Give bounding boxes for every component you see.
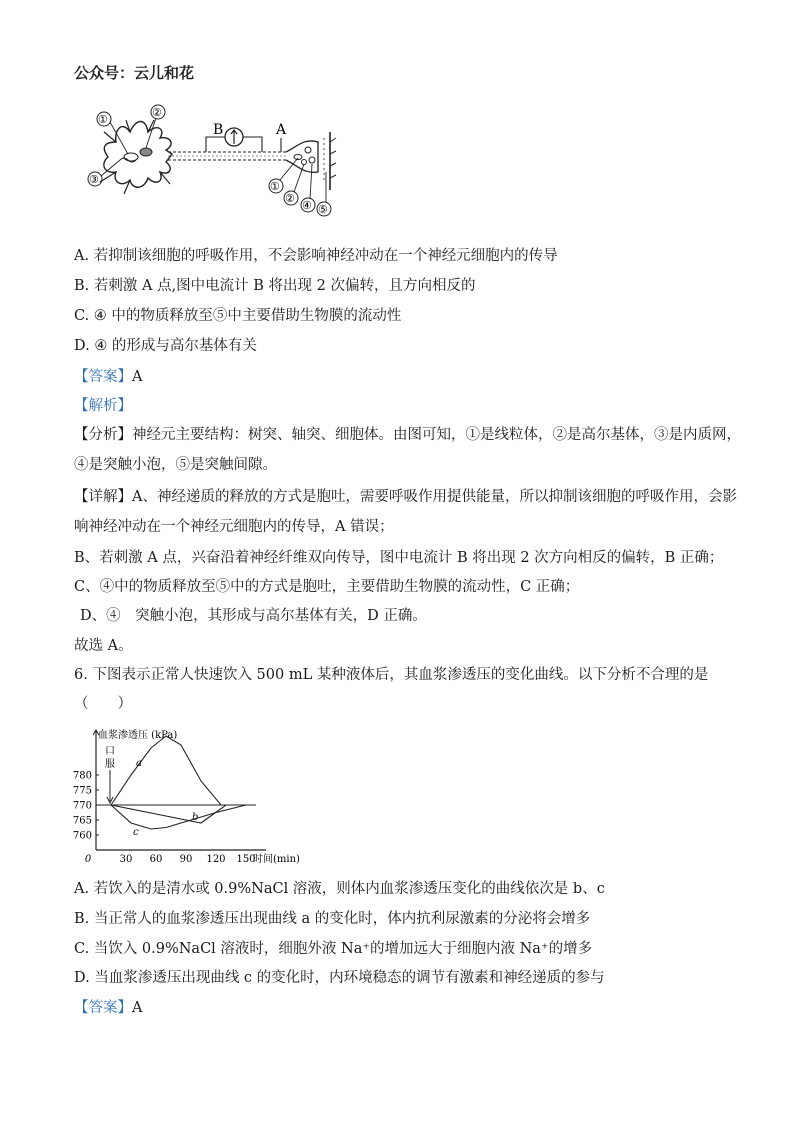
label-left-3: ③ bbox=[89, 173, 99, 186]
q6-option-b: B. 当正常人的血浆渗透压出现曲线 a 的变化时，体内抗利尿激素的分泌将会增多 bbox=[74, 911, 591, 927]
annotation-kou: 口 bbox=[105, 746, 115, 757]
neuron-diagram bbox=[86, 102, 356, 217]
x-tick-label-4: 120 bbox=[206, 854, 226, 864]
x-tick-label-1: 30 bbox=[119, 854, 133, 864]
y-tick-label-2: 770 bbox=[72, 800, 92, 812]
label-right-5: ⑤ bbox=[318, 203, 328, 216]
x-axis-label: 时间(min) bbox=[253, 854, 300, 864]
q6-option-d: D. 当血浆渗透压出现曲线 c 的变化时，内环境稳态的调节有激素和神经递质的参与 bbox=[74, 970, 605, 986]
q5-fenxi-line2: ④是突触小泡，⑤是突触间隙。 bbox=[74, 457, 277, 473]
label-right-1: ① bbox=[270, 180, 280, 193]
q5-option-a: A. 若抑制该细胞的呼吸作用，不会影响神经冲动在一个神经元细胞内的传导 bbox=[74, 248, 558, 264]
osmotic-pressure-chart bbox=[66, 722, 306, 864]
q6-option-c: C. 当饮入 0.9%NaCl 溶液时，细胞外液 Na⁺的增加远大于细胞内液 Na⁺的增多 bbox=[74, 941, 593, 957]
series-a-line bbox=[111, 736, 241, 805]
q5-option-b: B. 若刺激 A 点,图中电流计 B 将出现 2 次偏转，且方向相反的 bbox=[74, 278, 476, 294]
label-a: A bbox=[276, 122, 287, 138]
q6-answer-tag: 【答案】 bbox=[74, 1000, 132, 1016]
q6-answer bbox=[74, 998, 142, 1018]
q6-stem-line2: （ ） bbox=[74, 696, 132, 712]
y-tick-label-1: 765 bbox=[72, 815, 92, 827]
answer-tag: 【答案】 bbox=[74, 369, 132, 385]
label-b: B bbox=[213, 122, 224, 138]
x-tick-label-3: 90 bbox=[179, 854, 193, 864]
y-tick-label-4: 780 bbox=[72, 770, 92, 782]
q5-analysis-tag: 【解析】 bbox=[74, 398, 132, 414]
label-right-2: ② bbox=[285, 192, 295, 205]
series-c-label: c bbox=[133, 827, 139, 838]
xiangjie-tag: 【详解】 bbox=[74, 489, 132, 505]
q5-line-c: C、④中的物质释放至⑤中的方式是胞吐，主要借助生物膜的流动性，C 正确； bbox=[74, 579, 580, 595]
label-left-1: ① bbox=[98, 113, 108, 126]
series-b-line bbox=[111, 805, 251, 823]
q5-line-b: B、若刺激 A 点，兴奋沿着神经纤维双向传导，图中电流计 B 将出现 2 次方向相反的偏转，B 正确； bbox=[74, 550, 724, 566]
q5-line-d: D、④ 突触小泡，其形成与高尔基体有关，D 正确。 bbox=[80, 608, 427, 624]
series-b-label: b bbox=[192, 812, 199, 823]
fenxi-tag: 【分析】 bbox=[74, 427, 132, 443]
q5-xiangjie-line1 bbox=[74, 487, 737, 507]
q6-stem-line1: 6. 下图表示正常人快速饮入 500 mL 某种液体后，其血浆渗透压的变化曲线。以下分析不合理的是 bbox=[74, 667, 709, 683]
x-tick-label-2: 60 bbox=[149, 854, 163, 864]
q6-option-a: A. 若饮入的是清水或 0.9%NaCl 溶液，则体内血浆渗透压变化的曲线依次是 b、c bbox=[74, 881, 605, 897]
q5-option-d: D. ④ 的形成与高尔基体有关 bbox=[74, 338, 257, 354]
header-account: 公众号：云儿和花 bbox=[74, 64, 195, 82]
q5-fenxi-line1 bbox=[74, 425, 741, 445]
fenxi-text1: 神经元主要结构：树突、轴突、细胞体。由图可知，①是线粒体，②是高尔基体，③是内质网， bbox=[132, 427, 741, 443]
label-right-4: ④ bbox=[302, 199, 312, 212]
answer-value: A bbox=[132, 369, 143, 385]
annotation-fu: 服 bbox=[105, 759, 115, 770]
x-tick-label-5: 150 bbox=[236, 854, 256, 864]
q5-conclusion: 故选 A。 bbox=[74, 638, 133, 654]
q5-option-c: C. ④ 中的物质释放至⑤中主要借助生物膜的流动性 bbox=[74, 308, 402, 324]
q5-xiangjie-line2: 响神经冲动在一个神经元细胞内的传导，A 错误； bbox=[74, 519, 394, 535]
y-tick-label-3: 775 bbox=[72, 785, 92, 797]
q5-answer bbox=[74, 367, 142, 387]
series-a-label: a bbox=[136, 758, 142, 769]
x-tick-label-0: 0 bbox=[84, 854, 92, 864]
label-left-2: ② bbox=[152, 106, 162, 119]
xiangjie-text1: A、神经递质的释放的方式是胞吐，需要呼吸作用提供能量，所以抑制该细胞的呼吸作用，会影 bbox=[132, 489, 737, 505]
y-tick-label-0: 760 bbox=[72, 830, 92, 842]
q6-answer-value: A bbox=[132, 1000, 143, 1016]
y-axis-label: 血浆渗透压 (kPa) bbox=[98, 730, 178, 741]
